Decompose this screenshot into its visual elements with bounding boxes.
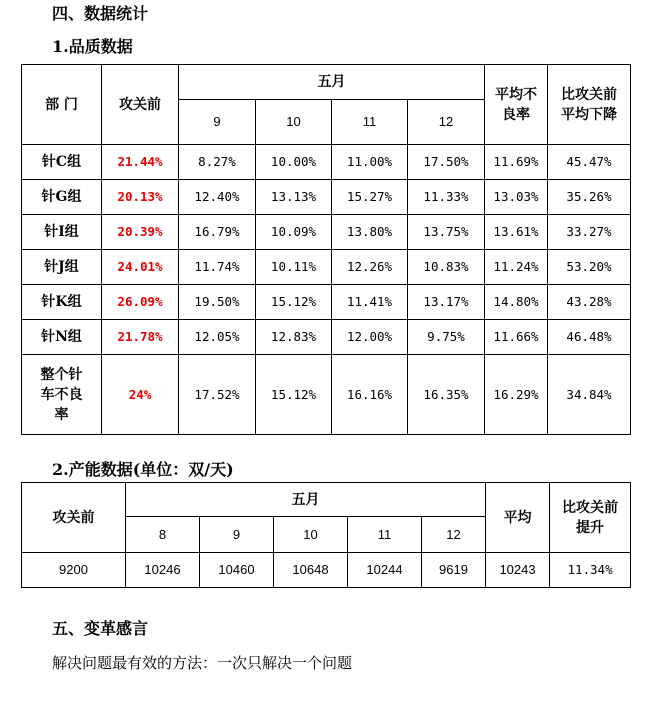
day-col-header: 12 xyxy=(422,517,486,553)
drop-value: 53.20% xyxy=(548,250,631,285)
group-name: 针I组 xyxy=(22,215,102,250)
day-col-header: 12 xyxy=(408,100,485,145)
table-row xyxy=(22,145,631,180)
day-col-header: 10 xyxy=(256,100,332,145)
day-col-header: 11 xyxy=(348,517,422,553)
before-value: 20.13% xyxy=(102,180,179,215)
cell-value: 12.26% xyxy=(332,250,408,285)
cell-value: 15.12% xyxy=(256,355,332,435)
cell-value: 11.74% xyxy=(179,250,256,285)
cell-value: 16.16% xyxy=(332,355,408,435)
group-name: 针N组 xyxy=(22,320,102,355)
quality-data-heading: 1.品质数据 xyxy=(52,37,133,56)
drop-value: 43.28% xyxy=(548,285,631,320)
before-value: 21.44% xyxy=(102,145,179,180)
capacity-header-row xyxy=(22,483,631,517)
avg-value: 11.69% xyxy=(485,145,548,180)
cell-value: 11.00% xyxy=(332,145,408,180)
capacity-rise-value: 11.34% xyxy=(550,553,631,588)
table-row xyxy=(22,320,631,355)
cell-value: 10.09% xyxy=(256,215,332,250)
cell-value: 13.75% xyxy=(408,215,485,250)
cell-value: 9619 xyxy=(422,553,486,588)
cell-value: 10246 xyxy=(126,553,200,588)
cell-value: 10.00% xyxy=(256,145,332,180)
before-value: 21.78% xyxy=(102,320,179,355)
before-value: 26.09% xyxy=(102,285,179,320)
cell-value: 16.35% xyxy=(408,355,485,435)
drop-header: 比攻关前平均下降 xyxy=(548,65,631,145)
cell-value: 10.11% xyxy=(256,250,332,285)
group-name: 针G组 xyxy=(22,180,102,215)
cell-value: 15.12% xyxy=(256,285,332,320)
cell-value: 15.27% xyxy=(332,180,408,215)
avg-value: 13.03% xyxy=(485,180,548,215)
group-name: 针J组 xyxy=(22,250,102,285)
drop-value: 33.27% xyxy=(548,215,631,250)
cell-value: 10460 xyxy=(200,553,274,588)
day-col-header: 9 xyxy=(179,100,256,145)
month-header: 五月 xyxy=(179,65,485,100)
avg-value: 13.61% xyxy=(485,215,548,250)
before-header: 攻关前 xyxy=(102,65,179,145)
capacity-before-value: 9200 xyxy=(22,553,126,588)
table-row-total xyxy=(22,355,631,435)
day-col-header: 9 xyxy=(200,517,274,553)
drop-value: 46.48% xyxy=(548,320,631,355)
cell-value: 13.80% xyxy=(332,215,408,250)
before-value: 24.01% xyxy=(102,250,179,285)
capacity-rise-header: 比攻关前提升 xyxy=(550,483,631,553)
before-value: 20.39% xyxy=(102,215,179,250)
capacity-avg-header: 平均 xyxy=(486,483,550,553)
cell-value: 11.41% xyxy=(332,285,408,320)
day-col-header: 10 xyxy=(274,517,348,553)
table-row xyxy=(22,215,631,250)
group-name: 针K组 xyxy=(22,285,102,320)
cell-value: 13.17% xyxy=(408,285,485,320)
capacity-month-header: 五月 xyxy=(126,483,486,517)
capacity-avg-value: 10243 xyxy=(486,553,550,588)
drop-value: 35.26% xyxy=(548,180,631,215)
reflection-quote: 解决问题最有效的方法：一次只解决一个问题 xyxy=(52,654,353,672)
table-row xyxy=(22,553,631,588)
cell-value: 10244 xyxy=(348,553,422,588)
cell-value: 17.50% xyxy=(408,145,485,180)
avg-value: 16.29% xyxy=(485,355,548,435)
avg-defect-header: 平均不良率 xyxy=(485,65,548,145)
cell-value: 10.83% xyxy=(408,250,485,285)
cell-value: 19.50% xyxy=(179,285,256,320)
avg-value: 14.80% xyxy=(485,285,548,320)
day-col-header: 8 xyxy=(126,517,200,553)
table-row xyxy=(22,250,631,285)
quality-header-row xyxy=(22,65,631,100)
quality-data-table xyxy=(21,64,631,435)
day-col-header: 11 xyxy=(332,100,408,145)
cell-value: 17.52% xyxy=(179,355,256,435)
cell-value: 10648 xyxy=(274,553,348,588)
cell-value: 9.75% xyxy=(408,320,485,355)
cell-value: 8.27% xyxy=(179,145,256,180)
avg-value: 11.24% xyxy=(485,250,548,285)
dept-header: 部 门 xyxy=(22,65,102,145)
cell-value: 12.83% xyxy=(256,320,332,355)
capacity-data-table xyxy=(21,482,631,588)
drop-value: 45.47% xyxy=(548,145,631,180)
cell-value: 12.40% xyxy=(179,180,256,215)
drop-value: 34.84% xyxy=(548,355,631,435)
cell-value: 11.33% xyxy=(408,180,485,215)
table-row xyxy=(22,180,631,215)
cell-value: 13.13% xyxy=(256,180,332,215)
group-name: 针C组 xyxy=(22,145,102,180)
cell-value: 12.00% xyxy=(332,320,408,355)
cell-value: 16.79% xyxy=(179,215,256,250)
avg-value: 11.66% xyxy=(485,320,548,355)
before-value: 24% xyxy=(102,355,179,435)
capacity-before-header: 攻关前 xyxy=(22,483,126,553)
total-label: 整个针车不良率 xyxy=(22,355,102,435)
cell-value: 12.05% xyxy=(179,320,256,355)
section-heading-data-stats: 四、数据统计 xyxy=(52,4,149,23)
section-heading-reflection: 五、变革感言 xyxy=(52,619,149,638)
capacity-data-heading: 2.产能数据(单位：双/天) xyxy=(52,460,234,479)
table-row xyxy=(22,285,631,320)
